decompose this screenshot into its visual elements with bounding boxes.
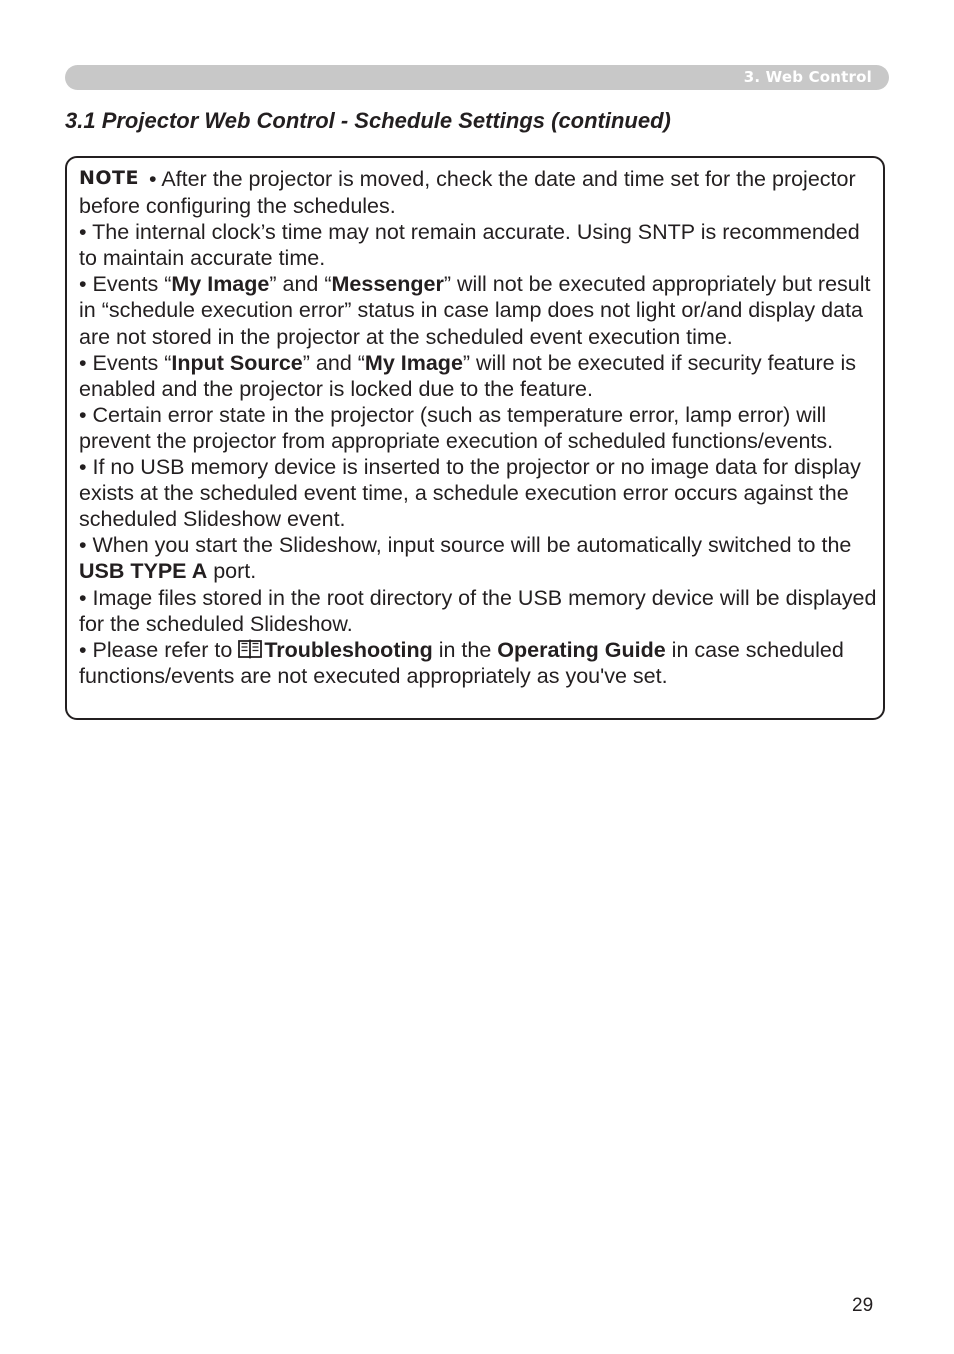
note-label: NOTE bbox=[79, 167, 139, 189]
note-item-3-text-d: ” will not be executed appropriately but result in “schedule execution error” status in case lamp does not light or/and display data are not stored in the projector at the scheduled event execution time. bbox=[79, 272, 871, 349]
note-item-4-text-c: ” and “ bbox=[302, 350, 365, 375]
note-content bbox=[79, 166, 881, 689]
note-item-7 bbox=[79, 532, 881, 584]
note-item-3-text-a: • Events “ bbox=[79, 272, 172, 297]
note-item-3 bbox=[79, 271, 881, 349]
note-item-9-bold-troubleshooting: Troubleshooting bbox=[264, 637, 433, 662]
chapter-title: 3. Web Control bbox=[743, 68, 872, 86]
section-title: 3.1 Projector Web Control - Schedule Settings (continued) bbox=[65, 108, 671, 133]
note-item-1 bbox=[79, 166, 881, 219]
note-item-4-text-d: ” will not be executed if security feature is enabled and the projector is locked due to the feature. bbox=[79, 350, 857, 401]
note-item-9-bold-operating-guide: Operating Guide bbox=[497, 637, 666, 662]
note-item-5: • Certain error state in the projector (such as temperature error, lamp error) will prevent the projector from appropriate execution of scheduled functions/events. bbox=[79, 402, 834, 453]
note-item-2: • The internal clock’s time may not remain accurate. Using SNTP is recommended to maintain accurate time. bbox=[79, 220, 860, 271]
note-item-4 bbox=[79, 350, 881, 402]
book-icon bbox=[238, 639, 262, 659]
note-item-6: • If no USB memory device is inserted to the projector or no image data for display exists at the scheduled event time, a schedule execution error occurs against the scheduled Slideshow event. bbox=[79, 455, 861, 532]
note-box bbox=[65, 156, 885, 720]
note-item-7-text-a: • When you start the Slideshow, input source will be automatically switched to the bbox=[79, 533, 852, 558]
page-number: 29 bbox=[852, 1295, 874, 1316]
note-item-4-bold-input-source: Input Source bbox=[171, 350, 303, 375]
chapter-header-bar bbox=[65, 65, 889, 90]
note-item-9-text-d: in case scheduled functions/events are not executed appropriately as you've set. bbox=[79, 637, 844, 688]
note-item-9 bbox=[79, 637, 881, 689]
note-item-4-bold-my-image: My Image bbox=[364, 350, 463, 375]
note-item-7-bold-usb-type-a: USB TYPE A bbox=[79, 559, 208, 584]
note-item-9-text-c: in the bbox=[432, 637, 498, 662]
note-item-3-text-c: ” and “ bbox=[269, 272, 332, 297]
note-item-9-text-a: • Please refer to bbox=[79, 637, 239, 662]
note-item-3-bold-messenger: Messenger bbox=[331, 272, 444, 297]
note-item-3-bold-my-image: My Image bbox=[171, 272, 270, 297]
note-item-1-text: • After the projector is moved, check the date and time set for the projector before configuring the schedules. bbox=[79, 167, 856, 219]
note-item-7-text-c: port. bbox=[207, 559, 257, 584]
note-item-4-text-a: • Events “ bbox=[79, 350, 172, 375]
note-item-8: • Image files stored in the root directory of the USB memory device will be displayed for the scheduled Slideshow. bbox=[79, 585, 877, 636]
